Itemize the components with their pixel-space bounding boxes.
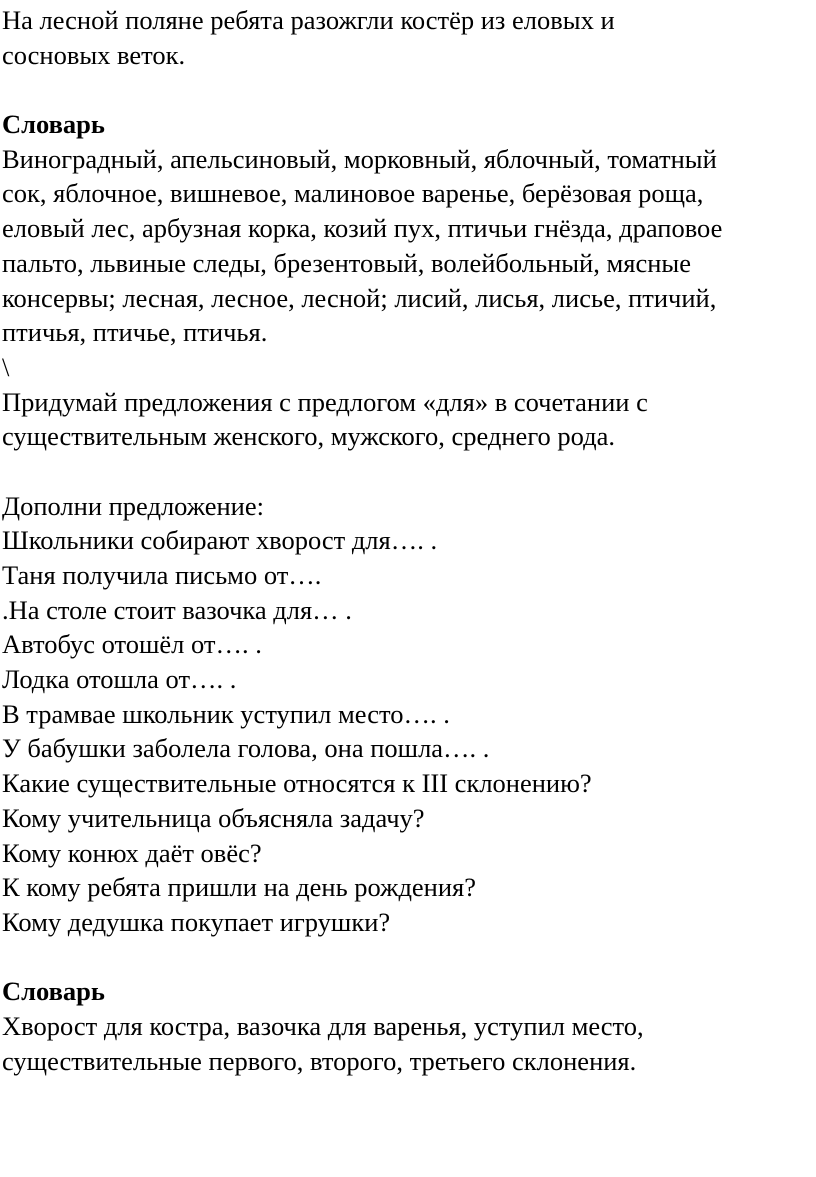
vocabulary-line-5: консервы; лесная, лесное, лесной; лисий, лисья, лисье, птичий, [2,282,717,313]
exercise-item: Какие существительные относятся к III склонению? [2,768,592,799]
exercise-item: Кому дедушка покупает игрушки? [2,906,391,937]
vocabulary-line-3: еловый лес, арбузная корка, козий пух, птичьи гнёзда, драповое [2,213,723,244]
exercise-title: Дополни предложение: [2,490,264,521]
blank-line [2,940,816,975]
vocabulary-2-line-1: Хворост для костра, вазочка для варенья, уступил место, [2,1010,644,1041]
intro-line-2: сосновых веток. [2,39,186,70]
separator-backslash: \ [2,351,10,382]
vocabulary-2-line-2: существительные первого, второго, третьего склонения. [2,1045,637,1076]
task-line-1: Придумай предложения с предлогом «для» в сочетании с [2,386,648,417]
exercise-item: В трамвае школьник уступил место…. . [2,698,450,729]
exercise-item: У бабушки заболела голова, она пошла…. . [2,733,490,764]
vocabulary-heading: Словарь [2,109,105,140]
vocabulary-line-6: птичья, птичье, птичья. [2,317,268,348]
vocabulary-line-2: сок, яблочное, вишневое, малиновое варенье, берёзовая роща, [2,178,704,209]
exercise-item: Таня получила письмо от…. [2,560,322,590]
exercise-item: .На столе стоит вазочка для… . [2,594,352,625]
intro-line-1: На лесной поляне ребята разожгли костёр из еловых и [2,5,615,35]
exercise-item: Лодка отошла от…. . [2,664,237,695]
blank-line [2,72,816,107]
exercise-item: Автобус отошёл от…. . [2,629,262,660]
exercise-item: Кому учительница объясняла задачу? [2,802,425,833]
blank-line [2,454,816,489]
exercise-item: К кому ребята пришли на день рождения? [2,872,476,903]
vocabulary-line-4: пальто, львиные следы, брезентовый, волейбольный, мясные [2,247,691,278]
exercise-item: Школьники собирают хворост для…. . [2,525,438,556]
task-line-2: существительным женского, мужского, среднего рода. [2,421,616,452]
vocabulary-line-1: Виноградный, апельсиновый, морковный, яблочный, томатный [2,143,717,174]
vocabulary-heading-2: Словарь [2,976,105,1007]
exercise-item: Кому конюх даёт овёс? [2,837,262,868]
